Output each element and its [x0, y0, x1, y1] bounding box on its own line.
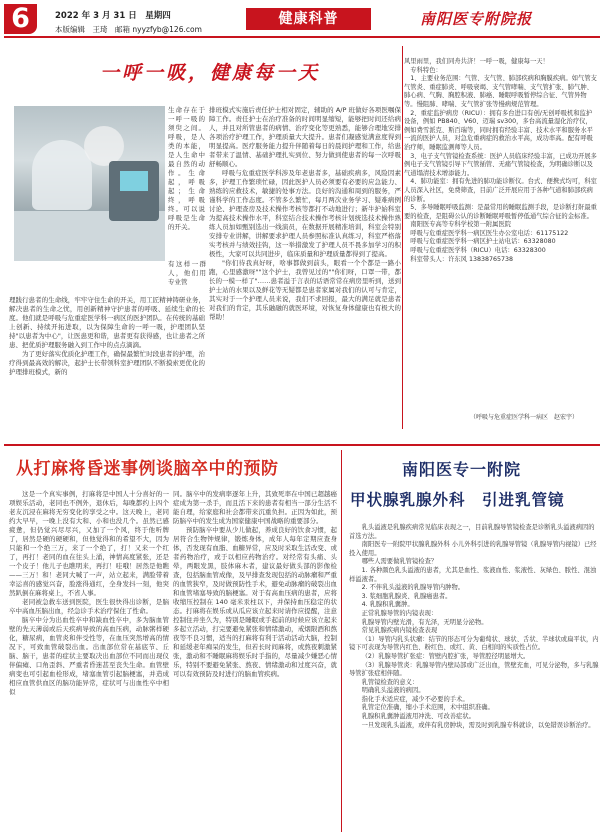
- paragraph: 理践行患者的生命线，牢牢守住生命的开关，用工匠精神铸研业务，解决患者的生命之忧，用创新精神守护患者的呼吸、延续生命的长度。他们就是呼吸与危重症医学科一病区的医护团队。在传统的基础上创新、持续开拓进取，以为保障生命的一呼一吸，护理团队坚持"以患者为中心"，让医患更和谐，患者更有获得感，也让患者之所患、把优质护理服务融入到工作中的点点滴滴。: [9, 296, 205, 349]
- paragraph: 同。脑卒中的发病率逐年上升，其致死率在中国已超越癌症成为第一杀手，而且活下来的患者有相当一部分生活不能自理，给家庭和社会都带来沉重负担。正因为如此，预防脑卒中的发生成为国家健康中国战略的重要部分。: [173, 490, 337, 525]
- editors-line: 本版编辑 王琦 邮箱 nyyzfyb@126.com: [55, 25, 202, 34]
- subheading: 哪些人需要做乳管镜检查？: [361, 558, 438, 566]
- column-rule: [341, 450, 342, 832]
- leader-line: 科室带头人：许东风 13838765738: [410, 255, 514, 263]
- paragraph: 呼吸与危重症医学科涉及年老患者多，基础疾病多，风险因素多，护理工作繁琐忙碌，因此医护人员必须要有必要的应急能力、熟练的应救技术，敏捷的处事方法。良好的沟通和周到的服务，严谨科学的工作态度。不管多么繁忙，每月两次业务学习、疑难病例讨论、护理查房及技术操作考核等都打不动地进行；新牛护始科室为提高技术操作水平，科室结合技术操作考核计划统选技术操作熟练人员加如甄别选出一线演员，在数据开展精准培训，科室会特别安排专业讲解，讲解要求护理人员参照标准认真练习，科室严格落实考核并与绩效挂钩，这一举措激发了护理人员不畏多加学习的积极性，大家可以共同进步，临床质量和护理质量都得到了提高。: [209, 169, 401, 258]
- column-rule: [402, 46, 403, 429]
- article2-title: 从打麻将昏迷事例谈脑卒中的预防: [16, 459, 279, 479]
- article1-column-2: [209, 106, 401, 322]
- paragraph: 排班模式实施后责任护士相对固定，辅助的 A/P 班做好各项医嘱保障工作。责任护士在治疗准备的时间明显缩短，能够把时间还给病人，并且对所管患者的病情、治疗变化等更熟悉，能够合理地安排各项治疗护理工作，护理质量大大提升。患者们凝感觉满意度得到明显提高。医疗服务能力提升伴随着每日的晨间护理和工作，给患者带来了温情、基础护理扎实到位、努力做到使患者的每一次呼吸舒畅顺心。: [209, 106, 401, 168]
- paragraph: 为了更好落实优质化护理工作，确保最繁忙时段患者的护理，治疗得到最高效的解决，起护士长带领科室护理团队不断摸索更优化的护理排班模式，新的: [9, 350, 205, 376]
- paragraph: 乳腺导管内壁光滑，有光泽，无明显分泌物。: [361, 618, 488, 626]
- paragraph: 2、重症监护病房（RICU）：拥有多台进口有创/无创呼吸机和监护设备，例如 PB840、V60、迈瑞 sv300，多台高流量湿化治疗仪，例如费雪派克、斯百瑞等，同时拥有经验丰富、技术水平和服务水平一流的医护人员，对急危重病症的救治水平高，成功率高。配有呼吸治疗师，睡眠监测师等人员。: [404, 109, 593, 151]
- paragraph: 3、电子支气管镜检查系统：医护人员临床经验丰富，已成功开展多例电子支气管镜引导下气管插管、无痛气管镜检查，为明确诊断以及气道塌清技术增添能力。: [404, 152, 597, 177]
- article3-title-line1: 南阳医专一附院: [402, 460, 522, 479]
- article1-column-narrow-2: [168, 260, 206, 287]
- paragraph: 脑卒中分为出血性卒中和缺血性卒中，多为脑血管壁的先天薄弱或后天疾病导致的高血压病，动脉粥样硬化，糖尿病，血管炎和伴受性等，在血压突然增高的情况下，可致血管破裂出血。出血部位常在基底节、丘脑、脑干，患者的症状主要取决出血部位不同而出现仪伴偏瘫、口角歪斜、严重者昏迷甚至丧失生命。血管壁病变也可引起血栓形成，堵塞血管引起脑梗塞，并造成相应血管供血区的脑功能异常，症状可与出血性卒中相似: [9, 616, 169, 696]
- subheading: 乳管镜检查的意义：: [361, 678, 419, 686]
- specialty-heading: 专科特色：: [410, 66, 442, 74]
- article2-column-2: [173, 490, 337, 679]
- phone-line: 呼吸与危重症医学科一病区医生办公室电话：61175122: [410, 229, 569, 237]
- list-item: 指化手术适应症，减少不必要的手术。: [361, 695, 469, 703]
- list-item: 乳腺积乳囊肿溢液用冲洗、可改善症状。: [361, 713, 475, 721]
- paragraph: 预防脑卒中要从少儿做起，养成良好的饮食习惯，起居符合生物钟规律，锻炼身体，成年人每年定期应查身体，否发现有血脂、血糖异常，应及时采取生活改变、或者药物治疗，或于以相应药物治疗。对经常有头痛、头晕，两眼发黑，肢体麻木者，建议最好做头部的影像检查，包括脑血管成像，及早排查发现包括的动脉瘤和严重的血管狭窄，及时做预防性手术，避免动脉瘤的破裂出血和血管堵塞导致的脑梗塞。对于有高血压病的患者，应将收缩压控制在 140 毫米汞柱以下，并保持血压稳定的状态。打麻将在娱乐或从瓜应该立起来时请作应提醒，注意控制住并坐久为，特别是睡眠或手起前的时候应该立起来多起立活动，打完要避免紧张和情绪激动，戒烟限酒和熬夜等不良习惯，适当的打麻将有利于活动活动大脑，控制和延缓老年痴呆的发生，但若长时间麻将，或熬夜刺激紧张，激动和不睡眠麻将娱乐时手指的，尽量减少嫌恶心情乐，特别不要避免紧张、熬夜、情绪激动和过度兴奋，就可以有效预防及时进行的脑血管疾病。: [173, 526, 337, 678]
- issue-date: 2022 年 3 月 31 日 星期四: [55, 11, 171, 21]
- phone-line: 呼吸与危重症医学科一病区护士站电话：63328080: [410, 238, 556, 246]
- article1-column-narrow: [168, 106, 205, 232]
- subheading: 常见乳腺疾病内镜检查表现: [361, 627, 438, 635]
- paragraph: 有这样一群人，他们用专业管: [168, 260, 206, 286]
- list-item: 4. 乳腺积乳囊肿。: [361, 601, 414, 609]
- section-divider: [4, 444, 600, 446]
- header-rule: [4, 36, 600, 38]
- list-item: （3）乳腺导管炎：乳腺导管内壁局部或广泛出血，管壁充血，可见分泌物，多与乳腺导管扩张症相伴随。: [349, 661, 599, 678]
- section-title: 健康科普: [246, 8, 371, 30]
- subheading: 正常乳腺导管的内镜表现：: [361, 609, 438, 617]
- paragraph: 南阳医专一附院甲状腺乳腺外科 小儿外科引进的乳腺导管镜（乳腺导管内视镜）已经投入使用。: [349, 541, 597, 557]
- article3-title-line2: 甲状腺乳腺外科 引进乳管镜: [350, 491, 565, 509]
- paragraph: 4、肺功能室：拥有先进的肺功能诊断仪。台式、便携式均可，科室人员深入社区，免费筛查，目前广泛开展应用于各种气道和肺部疾病的诊断。: [404, 178, 597, 203]
- list-item: 1. 各种颜色乳头溢液的患者，尤其是血性、浆液血性、浆液性、灰绿色、脓性、混浊样溢液者。: [349, 566, 597, 583]
- paragraph: "你们待我真好呀，啥事都做到前头，眼看一个个都是一路小跑，心里感激呀""这个护士，我曾见过的""你们呀，口罩一带，都长的一模一样了"……患者溢于言表的话语常常在病房里听到，送到护士站的水果以及鲜花等无疑都是患者家属对我们的认可与肯定，其实对于一个护理人员来说，我们不求回报，最大的满足就是患者对我们的肯定，其乐融融的就医环境，对恢复身体健康也有极大的帮助！: [209, 259, 401, 321]
- list-item: 乳管定位准确，缩小手术范围，术中组织准确。: [361, 704, 494, 712]
- list-item: 2. 不伴乳头溢液的乳腺导管内肿物。: [361, 584, 465, 592]
- paragraph: 这是一个真实事例，打麻将是中国人十分喜好的一项娱乐活动，老同也不例外，退休后，每晚都约上四个老友沉浸在麻将无穷变化的享受之中。这天晚上，老同约大早早，一晚上没有大和、小和也没几个。虽然已感疲惫，但仍觉兴尽尽兴，又加了一个风，终于他听牌了，居然是硬的硬硬和，但他觉得和的希望不大，因为只能和一个绝三万，来了一个绝了，打！又来一个红了，再打！老同的血在往头上涌，神情高度紧张，还是一个皮子！他儿子也瞧明来，再打！哇哦！居然是他瞧——三万！和！老同大喊了一声，站立起来，满脸带着幸运喜的感觉兴奋，脸涨得通红，全身发抖一刻，他突然趴倒在麻将桌上，不省人事。: [9, 490, 169, 597]
- article1-column-3: [404, 58, 598, 264]
- paragraph: 风里雨里，我们同舟共济！一呼一吸，健康每一天！: [404, 58, 549, 65]
- hospital-photo: [14, 106, 165, 261]
- article1-column-1: [9, 296, 205, 377]
- paragraph: 5、多导睡眠呼吸监测：是最常用的睡眠监测手段，是诊断打鼾最重要的检查，是阻碍公认的诊断睡眠呼吸暂停低通气综合征的金标准。: [404, 204, 597, 220]
- article3-body: [349, 524, 599, 730]
- article2-column-1: [9, 490, 169, 697]
- paragraph: 乳头溢液是乳腺疾病常见临床表现之一，目前乳腺导管镜检查是诊断乳头溢液病因的首选方法。: [349, 524, 595, 540]
- article1-signature: （呼吸与危重症医学科一病区 赵宏宇）: [470, 414, 579, 421]
- paragraph: 一旦发现乳头溢液，或伴有乳房肿块，需及时到乳腺专科就诊，以免错误诊断治疗。: [361, 721, 595, 729]
- list-item: 明确乳头溢液的病因。: [361, 687, 425, 695]
- paragraph: 老同被急救车送到医院，医生很快得出诊断，是脑卒中高血压脑出血，经急诊手术治疗保住了性命。: [9, 598, 169, 615]
- phone-line: 呼吸与危重症医学科（RICU）电话：63328300: [410, 247, 546, 255]
- masthead: 南阳医专附院报: [420, 10, 533, 28]
- paragraph: 生命存在于一呼一吸的须臾之间。呼吸，是人类的本能，是人生命中最自然的动作。生命起，呼吸起；生命终，呼吸终。可以说呼吸是生命的开关。: [168, 106, 205, 231]
- article1-title: 一呼一吸，健康每一天: [100, 62, 321, 84]
- paragraph: 1、主要业务范围：气管、支气管、肺部疾病和胸膜疾病。如气管支气管炎、重症肺炎、呼吸衰竭、支气管哮喘、支气管扩张、肺气肿、肺心病、气胸、胸腔积液、肺癌、睡眠呼吸暂停综合征、气管异物等。慢阻肺、哮喘、支气管扩张等慢病规范管理。: [404, 75, 597, 108]
- list-item: （2）乳腺导管扩张症：管壁内腔扩张，导管腔径明显增大。: [361, 652, 530, 660]
- page-number: 6: [4, 4, 37, 34]
- list-item: （1）导管内乳头状瘤：结节的形态可分为葡萄状、球状、舌状、半球状或扁平状，内镜下可表现为导管内红色、粉红色、或红、黄、白相间的实质性占位。: [349, 635, 599, 652]
- hospital-name: 南阳医专高等专科学校第一附属医院: [410, 221, 512, 229]
- list-item: 3. 浆细胞乳腺炎、乳腺癌患者。: [361, 592, 452, 600]
